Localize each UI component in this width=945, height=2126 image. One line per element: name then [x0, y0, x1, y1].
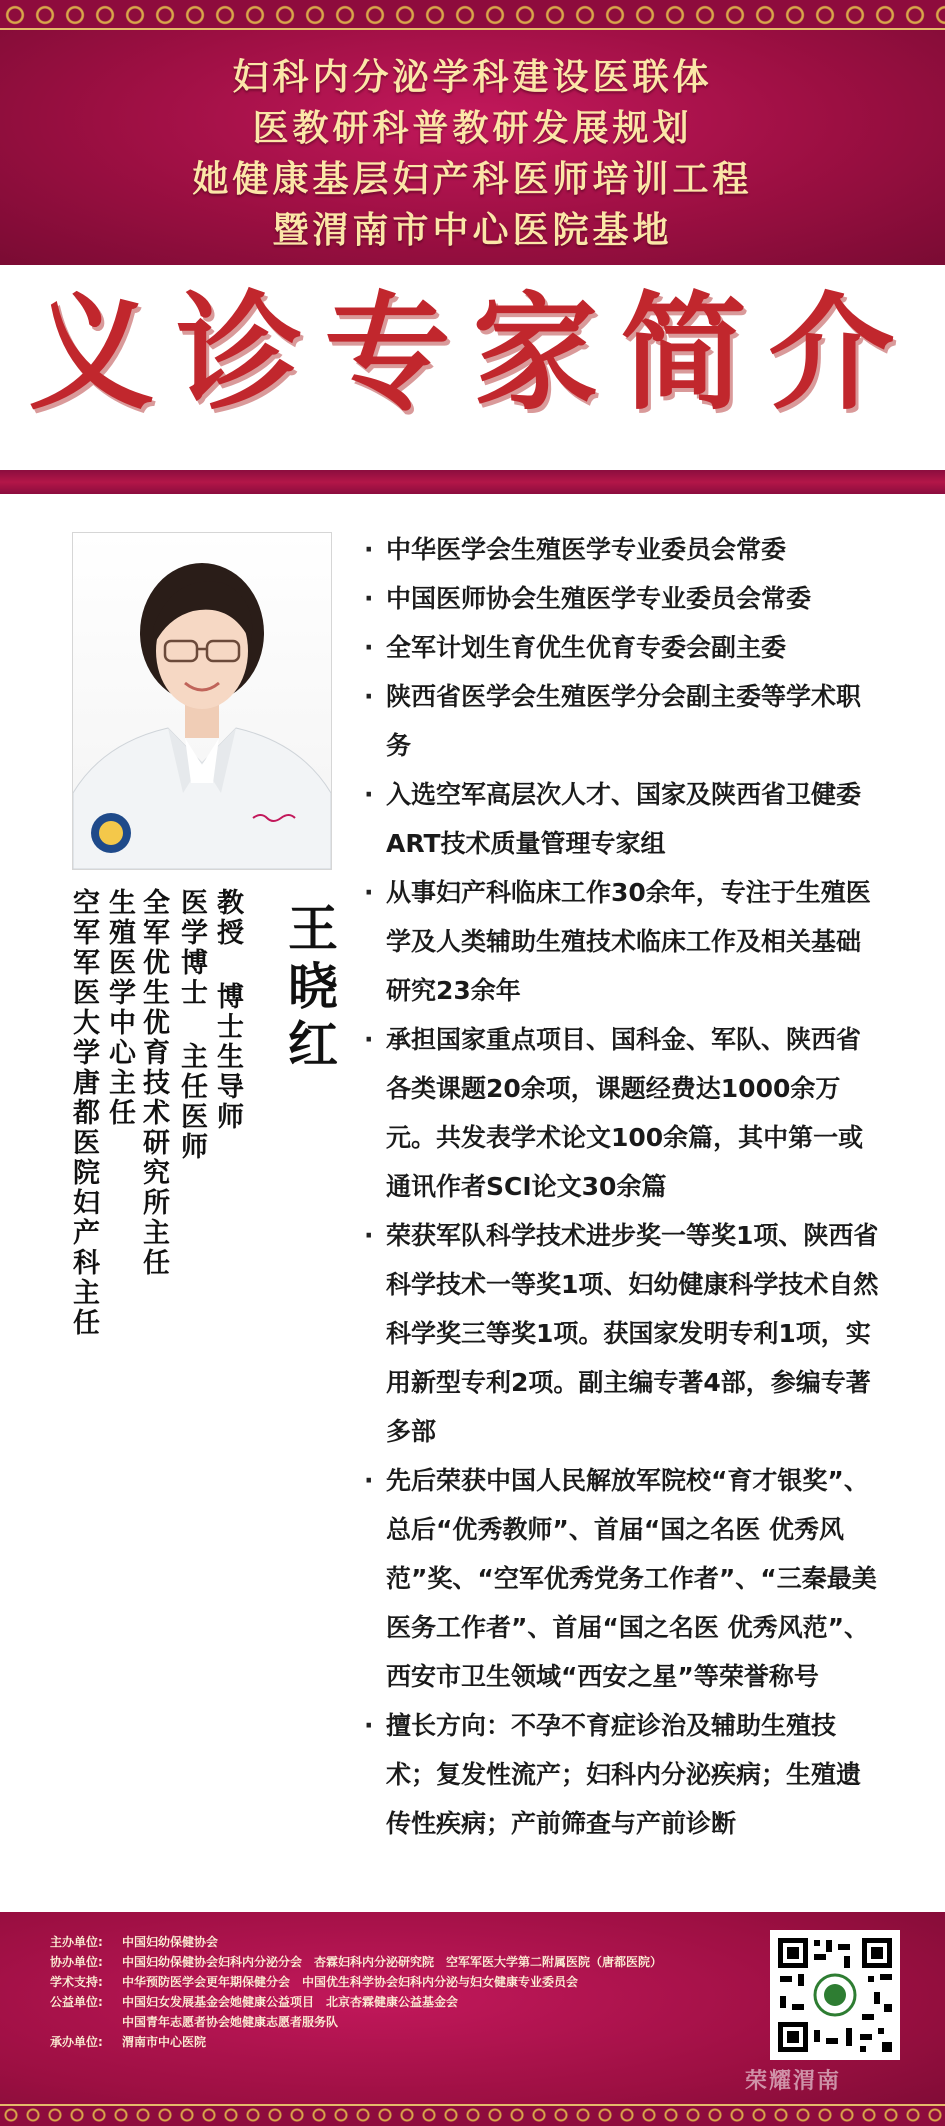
- ornament-border-top: [0, 0, 945, 30]
- credit-label: 学术支持:: [50, 1975, 103, 1989]
- credit-text: 中国妇幼保健协会妇科内分泌分会 杏霖妇科内分泌研究院 空军军医大学第二附属医院（唐都医院）: [122, 1955, 663, 1969]
- expert-photo: [72, 532, 332, 870]
- bio-item: · 入选空军高层次人才、国家及陕西省卫健委ART技术质量管理专家组: [362, 770, 882, 868]
- bio-item: · 承担国家重点项目、国科金、军队、陕西省各类课题20余项，课题经费达1000余万元。共发表学术论文100余篇，其中第一或通讯作者SCI论文30余篇: [362, 1015, 882, 1211]
- credit-line: [50, 2012, 750, 2032]
- credit-label: 承办单位:: [50, 2035, 103, 2049]
- credits-list: [50, 1932, 750, 2052]
- header-banner: [0, 0, 945, 265]
- credit-text: 渭南市中心医院: [122, 2035, 207, 2049]
- expert-title: 全军优生优育技术研究所主任: [138, 888, 169, 1278]
- ornament-border-bottom: [0, 2104, 945, 2126]
- credit-line: [50, 1972, 750, 1992]
- credit-text: 中国青年志愿者协会她健康志愿者服务队: [122, 2015, 339, 2029]
- credit-label: 主办单位:: [50, 1935, 103, 1949]
- credit-text: 中国妇幼保健协会: [122, 1935, 219, 1949]
- qr-code-icon: [774, 1934, 896, 2056]
- expert-title: 生殖医学中心主任: [104, 888, 135, 1128]
- portrait-image: [73, 533, 331, 869]
- watermark: 荣耀渭南: [745, 2069, 842, 2094]
- bio-item: · 荣获军队科学技术进步奖一等奖1项、陕西省科学技术一等奖1项、妇幼健康科学技术自然科学奖三等奖1项。获国家发明专利1项，实用新型专利2项。副主编专著4部，参编专著多部: [362, 1211, 882, 1456]
- credit-line: [50, 1992, 750, 2012]
- title-band: [0, 265, 945, 470]
- credit-label: 公益单位:: [50, 1995, 103, 2009]
- credit-line: [50, 1952, 750, 1972]
- expert-title: 医学博士 主任医师: [176, 888, 207, 1162]
- header-lines: [0, 52, 945, 256]
- expert-name: 王晓红: [280, 902, 339, 1076]
- credit-line: [50, 1932, 750, 1952]
- bio-item: · 中华医学会生殖医学专业委员会常委: [362, 525, 882, 574]
- header-line: 妇科内分泌学科建设医联体: [232, 57, 713, 98]
- title-divider: [0, 470, 945, 494]
- qr-code[interactable]: [770, 1930, 900, 2060]
- credit-text: 中华预防医学会更年期保健分会 中国优生科学协会妇科内分泌与妇女健康专业委员会: [122, 1975, 579, 1989]
- credit-label: 协办单位:: [50, 1955, 103, 1969]
- bio-item: · 擅长方向：不孕不育症诊治及辅助生殖技术；复发性流产；妇科内分泌疾病；生殖遗传性疾病；产前筛查与产前诊断: [362, 1701, 882, 1848]
- bio-item: · 先后荣获中国人民解放军院校“育才银奖”、总后“优秀教师”、首届“国之名医 优秀风范”奖、“空军优秀党务工作者”、“三秦最美医务工作者”、首届“国之名医 优秀风范”、西安市卫生领域“西安之星”等荣誉称号: [362, 1456, 882, 1701]
- expert-title: 空军军医大学唐都医院妇产科主任: [68, 888, 99, 1338]
- expert-title: 教授 博士生导师: [212, 888, 243, 1132]
- bio-item: · 从事妇产科临床工作30余年，专注于生殖医学及人类辅助生殖技术临床工作及相关基础研究23余年: [362, 868, 882, 1015]
- footer-banner: [0, 1912, 945, 2126]
- header-line: 暨渭南市中心医院基地: [272, 210, 673, 251]
- bio-list: [362, 525, 882, 1848]
- page-title: 义诊专家简介: [28, 280, 917, 427]
- bio-item: · 中国医师协会生殖医学专业委员会常委: [362, 574, 882, 623]
- header-line: 她健康基层妇产科医师培训工程: [192, 159, 753, 200]
- bio-item: · 陕西省医学会生殖医学分会副主委等学术职务: [362, 672, 882, 770]
- credit-text: 中国妇女发展基金会她健康公益项目 北京杏霖健康公益基金会: [122, 1995, 459, 2009]
- header-line: 医教研科普教研发展规划: [252, 108, 693, 149]
- bio-item: · 全军计划生育优生优育专委会副主委: [362, 623, 882, 672]
- credit-line: [50, 2032, 750, 2052]
